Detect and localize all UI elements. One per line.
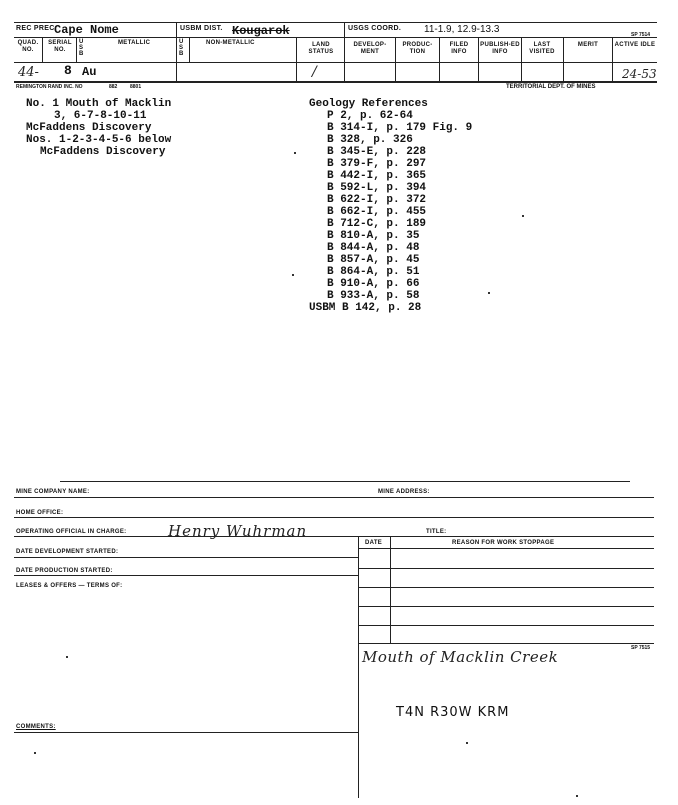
reference-item: B 910-A, p. 66 <box>327 278 420 290</box>
usbm-dist-label: USBM DIST. <box>180 25 223 32</box>
geology-references <box>309 98 473 314</box>
vrule-5 <box>439 37 440 81</box>
reference-item: B 844-A, p. 48 <box>327 242 420 254</box>
speck <box>522 215 524 217</box>
reference-item: B 864-A, p. 51 <box>327 266 420 278</box>
reference-item: B 712-C, p. 189 <box>327 218 427 230</box>
col-published-info: PUBLISH-ED INFO <box>480 42 520 55</box>
printer-code-1: 882 <box>109 84 118 90</box>
rule-lower-top <box>60 481 630 482</box>
vrule-9 <box>612 37 613 81</box>
col-metallic: METALLIC <box>118 40 151 46</box>
reference-item: B 592-L, p. 394 <box>327 182 427 194</box>
rule-company <box>14 497 654 498</box>
reference-item: B 933-A, p. 58 <box>327 290 420 302</box>
rule-col-bottom <box>14 62 657 63</box>
mine-address-label: MINE ADDRESS: <box>378 489 430 495</box>
speck <box>294 152 296 154</box>
form-number-lower: SP 7515 <box>631 645 651 651</box>
mine-company-name-label: MINE COMPANY NAME: <box>16 489 90 495</box>
reference-item: B 857-A, p. 45 <box>327 254 420 266</box>
row-active-idle-value: 24-53 <box>622 67 657 81</box>
col-last-visited: LAST VISITED <box>529 42 555 55</box>
reference-item: B 314-I, p. 179 Fig. 9 <box>327 122 473 134</box>
operating-official-value: Henry Wuhrman <box>168 522 308 540</box>
vrule-usb <box>189 37 190 62</box>
date-col-label: DATE <box>365 540 383 546</box>
operating-official-label: OPERATING OFFICIAL IN CHARGE: <box>16 529 127 535</box>
vrule-quad <box>42 37 43 62</box>
col-quad-no: QUAD. NO. <box>17 40 39 53</box>
vrule-3 <box>344 22 345 81</box>
rule-stoppage-2 <box>358 587 654 588</box>
usbm-dist-value: Kougarok <box>232 24 290 38</box>
rule-stoppage-5 <box>358 643 654 644</box>
leases-label: LEASES & OFFERS — TERMS OF: <box>16 583 123 589</box>
claim-name-line: McFaddens Discovery <box>40 146 166 158</box>
row-land-status-value: / <box>312 64 317 80</box>
rule-row-bottom <box>14 81 657 83</box>
date-prod-started-label: DATE PRODUCTION STARTED: <box>16 568 113 574</box>
vrule-6 <box>478 37 479 81</box>
reference-item: P 2, p. 62-64 <box>327 110 413 122</box>
reference-item: B 328, p. 326 <box>327 134 413 146</box>
date-dev-started-label: DATE DEVELOPMENT STARTED: <box>16 549 119 555</box>
col-active-idle: ACTIVE IDLE <box>614 42 656 48</box>
row-quad-value: 44- <box>18 65 39 80</box>
rec-prec-value: Cape Nome <box>54 23 119 37</box>
speck <box>292 274 294 276</box>
col-usb-right: U S B <box>179 39 184 57</box>
vrule-date-col <box>390 536 391 643</box>
rule-stoppage-4 <box>358 625 654 626</box>
handwritten-township: T4N R30W KRM <box>396 705 510 720</box>
home-office-label: HOME OFFICE: <box>16 510 64 516</box>
reference-item: B 662-I, p. 455 <box>327 206 427 218</box>
printer-credit: REMINGTON RAND INC. NO <box>16 84 83 90</box>
reference-item: B 810-A, p. 35 <box>327 230 420 242</box>
rule-prod-started <box>14 575 358 576</box>
col-filed-info: FILED INFO <box>449 42 469 55</box>
vrule-7 <box>521 37 522 81</box>
claim-name-line: Nos. 1-2-3-4-5-6 below <box>26 134 172 146</box>
vrule-4 <box>395 37 396 81</box>
rule-header-bottom <box>14 37 657 38</box>
col-land-status: LAND STATUS <box>308 42 334 55</box>
claim-names <box>26 98 171 158</box>
row-serial-value: 8 <box>64 63 72 78</box>
rule-date-header <box>358 548 654 549</box>
reference-item: B 379-F, p. 297 <box>327 158 427 170</box>
reference-item: B 442-I, p. 365 <box>327 170 427 182</box>
territorial-dept: TERRITORIAL DEPT. OF MINES <box>506 84 596 90</box>
col-development: DEVELOP-MENT <box>353 42 387 55</box>
usgs-coord-label: USGS COORD. <box>348 25 402 32</box>
rule-comments <box>14 732 358 733</box>
speck <box>66 656 68 658</box>
handwritten-location: Mouth of Macklin Creek <box>362 648 559 666</box>
reference-item: B 345-E, p. 228 <box>327 146 427 158</box>
references-list <box>309 110 473 314</box>
speck <box>34 752 36 754</box>
reference-item: B 622-I, p. 372 <box>327 194 427 206</box>
speck <box>576 795 578 797</box>
rule-official <box>14 536 654 537</box>
col-production: PRODUC-TION <box>402 42 433 55</box>
rule-home-office <box>14 517 654 518</box>
form-number-top: SP 7514 <box>631 32 651 38</box>
rec-prec-label: REC PREC. <box>16 25 57 32</box>
speck <box>466 742 468 744</box>
col-merit: MERIT <box>577 42 599 48</box>
printer-code-2: 8801 <box>130 84 142 90</box>
col-serial-no: SERIAL NO. <box>48 40 72 53</box>
vrule-lower-mid <box>358 536 359 798</box>
reference-item: USBM B 142, p. 28 <box>309 302 422 314</box>
references-title: Geology References <box>309 98 428 110</box>
col-non-metallic: NON-METALLIC <box>206 40 255 46</box>
claim-name-line: 3, 6-7-8-10-11 <box>54 110 147 122</box>
vrule-8 <box>563 37 564 81</box>
col-usb-left: U S B <box>79 39 84 57</box>
claim-name-line: No. 1 Mouth of Macklin <box>26 98 172 110</box>
comments-label: COMMENTS: <box>16 724 56 730</box>
vrule-2 <box>296 37 297 81</box>
speck <box>488 292 490 294</box>
vrule-1 <box>176 22 177 81</box>
reason-col-label: REASON FOR WORK STOPPAGE <box>452 540 555 546</box>
rule-stoppage-1 <box>358 568 654 569</box>
row-metallic-value: Au <box>82 65 97 79</box>
vrule-serial <box>76 37 77 62</box>
title-label: TITLE: <box>426 529 447 535</box>
rule-dev-started <box>14 557 358 558</box>
rule-stoppage-3 <box>358 606 654 607</box>
claim-name-line: McFaddens Discovery <box>26 122 152 134</box>
usgs-coord-value: 11-1.9, 12.9-13.3 <box>424 24 500 35</box>
